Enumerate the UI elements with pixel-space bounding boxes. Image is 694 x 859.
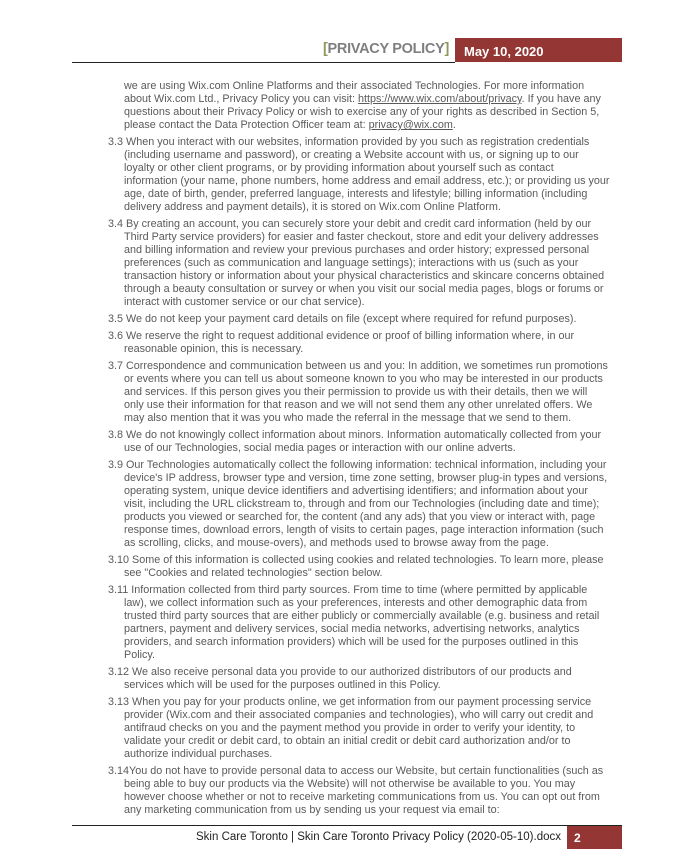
section-paragraph: [108, 360, 628, 425]
text-line: 3.5 We do not keep your payment card details on file (except where required for refund purposes).: [108, 313, 577, 325]
intro-paragraph: [108, 80, 628, 132]
text-line: 3.3 When you interact with our websites, information provided by you such as registration credentials: [108, 136, 590, 148]
text-line: 3.14You do not have to provide personal data to access our Website, but certain functionalities (such as: [108, 765, 604, 777]
text-line: [108, 119, 628, 132]
section-paragraph: [108, 584, 628, 662]
section-paragraph: [108, 554, 628, 580]
document-body: [108, 80, 628, 821]
text-line: interact with customer service or our chat service).: [124, 296, 365, 308]
text-line: visit, including the URL clickstream to, through and from our Technologies (including date and time);: [124, 498, 600, 510]
section-paragraph: [108, 666, 628, 692]
text-line: 3.11 Information collected from third party sources. From time to time (where permitted by applicable: [108, 584, 588, 596]
text-line: or events where you can tell us about someone known to you who may be interested in our products: [124, 373, 603, 385]
page-number: 2: [567, 826, 622, 849]
text-line: see "Cookies and related technologies" section below.: [124, 567, 383, 579]
section-paragraph: [108, 696, 628, 761]
header-divider: [72, 62, 455, 63]
text-line: as scrolling, clicks, and mouse-overs), and methods used to browse away from the page.: [124, 537, 549, 549]
text-line: 3.7 Correspondence and communication between us and you: In addition, we sometimes run promotions: [108, 360, 608, 372]
section-paragraph: [108, 429, 628, 455]
header-date: May 10, 2020: [455, 38, 622, 62]
text-line: reasonable opinion, this is necessary.: [124, 343, 304, 355]
text-line: providers, and search information providers) which will be used for the purposes outlined in this: [124, 636, 579, 648]
section-paragraph: [108, 136, 628, 214]
section-paragraph: [108, 765, 628, 817]
text-line: device's IP address, browser type and version, time zone setting, browser plug-in types and versions,: [124, 472, 608, 484]
text-line: services which will be used for the purposes outlined in this Policy.: [124, 679, 441, 691]
text-line: use of our Technologies, social media pages or interaction with our online adverts.: [124, 442, 516, 454]
text-span: . If you have any: [521, 93, 601, 105]
text-line: any marketing communication from us by sending us your request via email to:: [124, 804, 500, 816]
text-line: transaction history or information about your physical characteristics and skincare concerns obtained: [124, 270, 605, 282]
text-line: provider (Wix.com and their associated companies and technologies), who will carry out credit and: [124, 709, 594, 721]
text-line: through a beauty consultation or survey or when you visit our social media pages, blogs or forums or: [124, 283, 604, 295]
privacy-email-link[interactable]: privacy@wix.com: [368, 119, 453, 131]
text-line: information (your name, phone numbers, home address and email address, etc.); or providing us your: [124, 175, 610, 187]
footer-text: Skin Care Toronto | Skin Care Toronto Privacy Policy (2020-05-10).docx: [196, 831, 561, 843]
text-line: loyalty or other client programs, or by providing information about yourself such as contact: [124, 162, 554, 174]
title-text: PRIVACY POLICY: [327, 41, 445, 57]
text-line: 3.4 By creating an account, you can securely store your debit and credit card information (held by our: [108, 218, 592, 230]
text-line: response times, download errors, length of visits to certain pages, page interaction information (such: [124, 524, 604, 536]
text-line: validate your credit or debit card, to obtain an initial credit or debit card authorization and/or to: [124, 735, 571, 747]
text-line: partners, payment and delivery services, social media networks, advertising networks, analytics: [124, 623, 580, 635]
text-span: about Wix.com Ltd., Privacy Policy you can visit:: [124, 93, 359, 105]
text-line: may also mention that it was you who made the referral in the message that we send to them.: [124, 412, 572, 424]
text-line: preferences (such as communication and language settings); interactions with us (such as your: [124, 257, 579, 269]
text-line: age, date of birth, gender, preferred language, interests and lifestyle; billing information (including: [124, 188, 588, 200]
footer-divider: [72, 825, 622, 826]
text-line: 3.13 When you pay for your products online, we get information from our payment processing service: [108, 696, 592, 708]
text-line: [108, 93, 628, 106]
bracket-close: ]: [444, 41, 449, 57]
text-line: 3.6 We reserve the right to request additional evidence or proof of billing information where, in our: [108, 330, 575, 342]
section-paragraph: [108, 459, 628, 550]
text-line: law), we collect information such as your preferences, interests and other demographic data from: [124, 597, 588, 609]
section-paragraph: [108, 330, 628, 356]
text-line: operating system, unique device identifiers and advertising identifiers; and information about your: [124, 485, 588, 497]
text-span: please contact the Data Protection Officer team at:: [124, 119, 369, 131]
wix-privacy-link[interactable]: https://www.wix.com/about/privacy: [358, 93, 522, 105]
text-line: antifraud checks on you and the payment method you provide in order to verify your identity, to: [124, 722, 576, 734]
text-line: Third Party service providers) for easier and faster checkout, store and edit your delivery addresses: [124, 231, 599, 243]
text-line: however choose whether or not to receive marketing communications from us. You can opt out from: [124, 791, 600, 803]
text-line: 3.12 We also receive personal data you provide to our authorized distributors of our products and: [108, 666, 572, 678]
text-line: Policy.: [124, 649, 155, 661]
text-line: we are using Wix.com Online Platforms and their associated Technologies. For more information: [124, 80, 585, 92]
bracket-open: [: [323, 41, 328, 57]
document-title: [323, 41, 449, 57]
text-line: questions about their Privacy Policy or wish to exercise any of your rights as described in Section 5,: [124, 106, 600, 118]
text-line: 3.9 Our Technologies automatically collect the following information: technical information, including your: [108, 459, 607, 471]
text-line: and billing information and review your previous purchases and order history; expressed personal: [124, 244, 590, 256]
text-line: products you viewed or searched for, the content (and any ads) that you view or interact with, page: [124, 511, 596, 523]
text-line: and services. If this person gives you their permission to provide us with their details, then we will: [124, 386, 588, 398]
section-paragraph: [108, 218, 628, 309]
text-span: .: [452, 119, 456, 131]
text-line: 3.10 Some of this information is collected using cookies and related technologies. To learn more, please: [108, 554, 604, 566]
text-line: (including username and password), or creating a Website account with us, or signing up to our: [124, 149, 579, 161]
text-line: only use their information for that reason and we will not send them any other unrelated offers. We: [124, 399, 593, 411]
text-line: 3.8 We do not knowingly collect information about minors. Information automatically collected from your: [108, 429, 602, 441]
text-line: authorize individual purchases.: [124, 748, 273, 760]
section-paragraph: [108, 313, 628, 326]
text-line: trusted third party sources that are either publicly or commercially available (e.g. business and retail: [124, 610, 600, 622]
text-line: delivery address and payment details), it is stored on Wix.com Online Platform.: [124, 201, 501, 213]
text-line: being able to buy our products via the Website) will not otherwise be available to you. You may: [124, 778, 576, 790]
